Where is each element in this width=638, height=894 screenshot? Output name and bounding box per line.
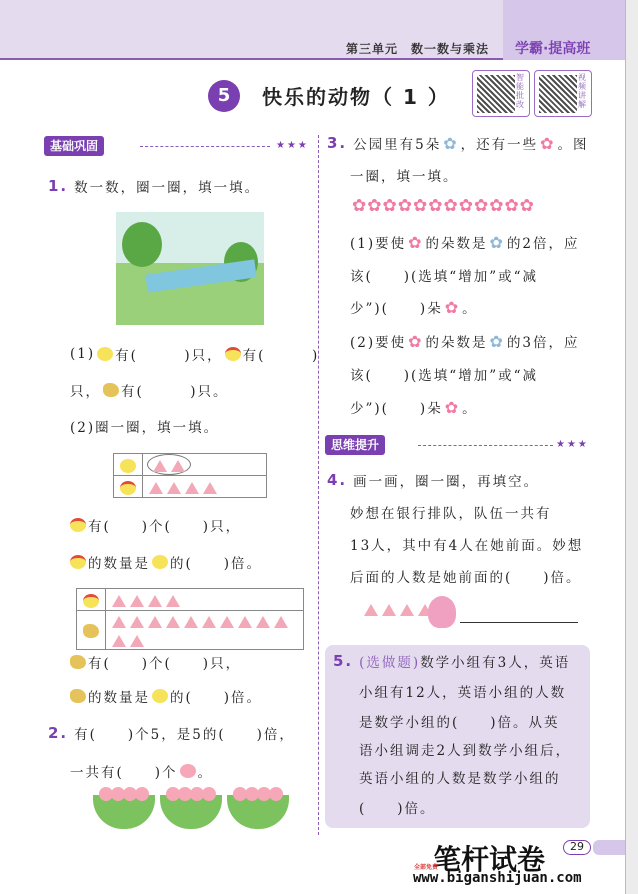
section-thinking: 思维提升 [325, 435, 385, 455]
question-number: 4. [327, 471, 348, 489]
qr-code-icon [477, 75, 515, 113]
difficulty-stars: ★★★ [556, 439, 589, 450]
question-line [70, 380, 229, 400]
divider [140, 146, 270, 147]
question-text: 妙想在银行排队，队伍一共有 [350, 506, 552, 522]
peach-plate [160, 795, 222, 829]
question-text: 的数量是 [88, 556, 150, 572]
difficulty-stars: ★★★ [276, 140, 309, 151]
flower-icon: ✿ [408, 331, 424, 351]
question-line [350, 297, 478, 317]
question-text: 13人，其中有4人在她前面。妙想 [350, 538, 584, 554]
question-text: 数一数，圈一圈，填一填。 [74, 180, 261, 196]
question-text: 画一画，圈一圈，再填空。 [353, 474, 540, 490]
question-text: 该( )(选填“增加”或“减 [350, 368, 539, 384]
watermark-tag: 全部免费 [414, 864, 439, 871]
question-line [68, 686, 262, 706]
peach-plate [93, 795, 155, 829]
question-text: 只， [70, 384, 101, 400]
duck-icon [70, 689, 86, 703]
duck-icon [70, 655, 86, 669]
chick-icon [152, 689, 168, 703]
chick-hen-table [113, 453, 267, 498]
divider [418, 445, 553, 446]
question-text: 有( )个5，是5的( )倍， [74, 727, 295, 743]
bflower-icon: ✿ [443, 133, 459, 153]
question-text: 公园里有5朵 [353, 137, 442, 153]
answer-line[interactable] [460, 622, 578, 623]
chick-icon [120, 459, 136, 473]
watermark: 笔杆试卷 [433, 843, 546, 876]
question-text: 少”)( )朵 [350, 301, 443, 317]
page-tab [593, 840, 625, 855]
triangle-row [362, 604, 434, 616]
question-text: 的数量是 [88, 690, 150, 706]
question-number: 2. [48, 724, 69, 742]
question-line [350, 397, 478, 417]
question-text: 后面的人数是她前面的( )倍。 [350, 570, 582, 586]
page-number: 29 [563, 840, 591, 855]
duck-icon [103, 383, 119, 397]
circled-group [147, 454, 191, 475]
qr-label: 智能批改 [516, 73, 524, 109]
question-text: 。图 [557, 137, 589, 153]
question-line [327, 133, 589, 153]
question-text: 的2倍，应 [506, 236, 580, 252]
flower-icon: ✿ [444, 397, 461, 417]
brand-label: 学霸·提高班 [515, 41, 591, 57]
question-line [350, 331, 580, 351]
question-text: 的( )倍。 [170, 556, 263, 572]
qr-code-grading[interactable] [472, 70, 530, 117]
qr-code-video[interactable] [534, 70, 592, 117]
question-line [48, 723, 295, 743]
question-text: 一圈，填一填。 [350, 169, 459, 185]
question-text: (1)要使 [350, 236, 407, 252]
optional-tag: (选做题) [359, 655, 421, 671]
question-number: 3. [327, 134, 348, 152]
question-line [68, 552, 262, 572]
question-text: ，还有一些 [460, 137, 539, 153]
question-text: 的3倍，应 [506, 335, 580, 351]
section-basic: 基础巩固 [44, 136, 104, 156]
question-line [68, 652, 241, 672]
farm-illustration [116, 212, 264, 325]
question-line [350, 534, 583, 554]
question-line [68, 515, 241, 535]
question-text: 有( )只。 [121, 384, 229, 400]
question-text: 的朵数是 [425, 335, 488, 351]
question-line [350, 566, 582, 586]
question-number: 5. [333, 652, 354, 670]
chick-icon [97, 347, 113, 361]
question-text: 的( )倍。 [170, 690, 263, 706]
question-line [350, 232, 580, 252]
question-line [70, 416, 219, 436]
flower-icon: ✿ [540, 133, 556, 153]
question-line [70, 344, 319, 364]
question-text: 。 [197, 765, 214, 781]
question-line [327, 470, 539, 490]
peach-plate [227, 795, 289, 829]
chick-icon [152, 555, 168, 569]
question-text: 小组有12人，英语小组的人数 [359, 685, 567, 701]
question-line [350, 364, 538, 384]
page-edge [625, 0, 638, 894]
question-text: (2)圈一圈，填一填。 [70, 420, 220, 436]
unit-title: 第三单元 数一数与乘法 [346, 42, 490, 56]
qr-code-icon [539, 75, 577, 113]
question-text: 是数学小组的( )倍。从英 [359, 715, 560, 731]
question-text: 有( ) [242, 348, 320, 364]
question-line [48, 176, 260, 196]
hen-duck-table [76, 588, 304, 650]
hen-icon [70, 555, 86, 569]
question-text: 。 [462, 301, 478, 317]
question-text: 少”)( )朵 [350, 401, 443, 417]
hen-icon [70, 518, 86, 532]
question-text: 有( )只， [115, 348, 223, 364]
girl-illustration [428, 596, 456, 628]
lesson-number: 5 [208, 80, 240, 112]
lesson-title: 快乐的动物（ 1 ） [262, 85, 450, 109]
question-text: 的朵数是 [425, 236, 488, 252]
bflower-icon: ✿ [489, 232, 505, 252]
question-number: 1. [48, 177, 69, 195]
question-text: 一共有( )个 [70, 765, 178, 781]
question-line [350, 165, 459, 185]
duck-icon [83, 624, 99, 638]
question-text: ( )倍。 [359, 801, 436, 817]
hen-icon [120, 481, 136, 495]
watermark-url: www.biganshijuan.com [413, 870, 582, 886]
question-text: 英语小组的人数是数学小组的 [359, 771, 561, 787]
question-line [70, 761, 213, 781]
question-text: 数学小组有3人，英语 [420, 655, 571, 671]
hen-icon [83, 594, 99, 608]
peach-icon [180, 764, 196, 778]
question-text: 该( )(选填“增加”或“减 [350, 269, 539, 285]
column-divider [318, 135, 319, 835]
qr-label: 视频讲解 [578, 73, 586, 109]
question-text: 语小组调走2人到数学小组后， [359, 743, 572, 759]
question-line [350, 265, 538, 285]
bflower-icon: ✿ [489, 331, 505, 351]
question-line [350, 502, 552, 522]
question-text: (2)要使 [350, 335, 407, 351]
question-text: 。 [462, 401, 478, 417]
flower-row: ✿✿✿✿✿✿✿✿✿✿✿✿ [352, 196, 535, 216]
question-text: 有( )个( )只， [88, 519, 242, 535]
question-5-box [325, 645, 590, 828]
question-text: (1) [70, 346, 96, 362]
hen-icon [225, 347, 241, 361]
question-text: 有( )个( )只， [88, 656, 242, 672]
flower-icon: ✿ [408, 232, 424, 252]
flower-icon: ✿ [444, 297, 461, 317]
